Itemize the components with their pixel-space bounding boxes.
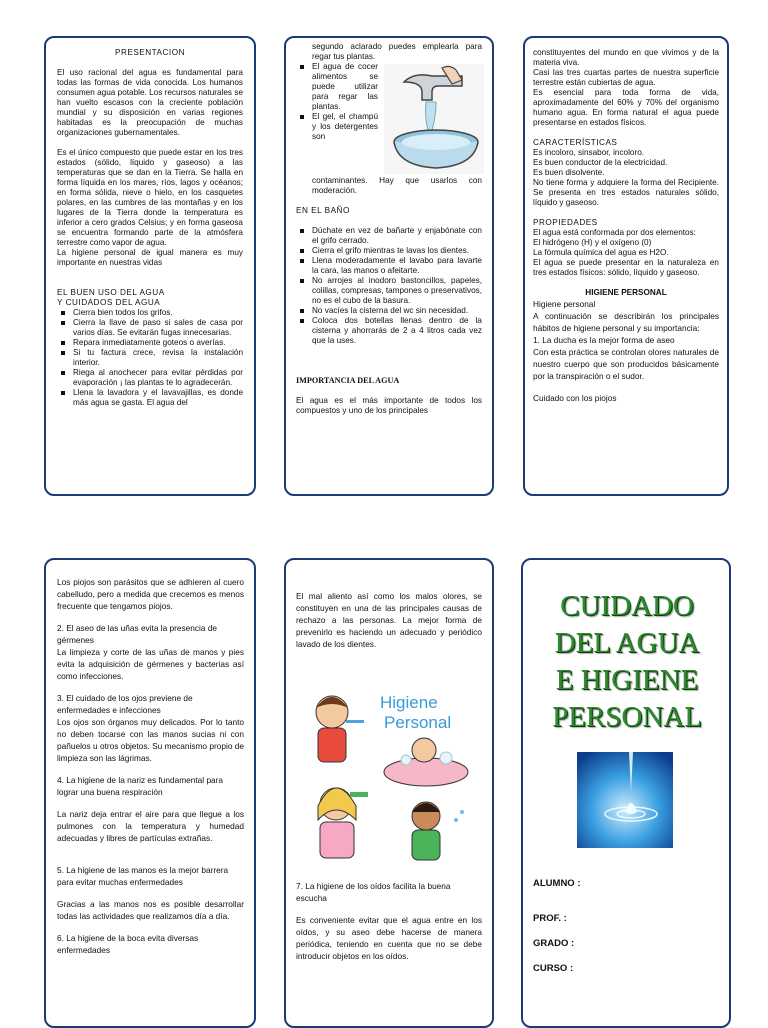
paragraph: El agua se puede presentar en la naturaleza en tres estados físicos: sólido, líquido y gaseoso.	[533, 258, 719, 277]
paragraph: Los piojos son parásitos que se adhieren al cuero cabelludo, pero a medida que crecemos es menos frecuente que tengamos piojos.	[57, 577, 244, 611]
list-buen-uso	[57, 308, 243, 408]
panel-bano	[284, 36, 494, 496]
heading-presentacion: PRESENTACION	[115, 48, 185, 57]
hygiene-kids-illustration	[296, 680, 486, 870]
field-alumno: ALUMNO :	[533, 878, 581, 889]
list-item: Riega al anochecer para evitar pérdidas por evaporación ¡ las plantas te lo agradecerán.	[73, 368, 243, 387]
panel-aliento	[284, 558, 494, 1028]
paragraph: Cuidado con los piojos	[533, 393, 617, 403]
paragraph: La higiene personal de igual manera es muy importante en nuestras vidas	[57, 248, 243, 267]
paragraph: La nariz deja entrar el aire para que llegue a los pulmones con la temperatura y humedad adecuadas y libres de partículas extrañas.	[57, 809, 244, 843]
cover-title-line: CUIDADO	[560, 590, 694, 622]
cover-title-line: PERSONAL	[552, 701, 702, 733]
paragraph: El agua es el más importante de todos los compuestos y uno de los principales	[296, 396, 482, 415]
water-drop-image	[577, 752, 673, 848]
paragraph: Es conveniente evitar que el agua entre en los oídos, y su aseo debe hacerse de manera periódica, teniendo en cuenta que no se debe introducir objetos en los oídos.	[296, 915, 482, 961]
list-item: Coloca dos botellas llenas dentro de la cisterna y ahorrarás de 2 a 4 litros cada vez que la uses.	[312, 316, 482, 345]
field-prof: PROF. :	[533, 913, 567, 924]
paragraph: contaminantes. Hay que usarlos con moderación.	[312, 176, 482, 195]
list-item: No vacíes la cisterna del wc sin necesidad.	[312, 306, 482, 316]
heading-propiedades: PROPIEDADES	[533, 218, 598, 227]
heading-caracteristicas: CARACTERÍSTICAS	[533, 138, 618, 147]
cover-title-line: E HIGIENE	[555, 664, 699, 696]
list-item: Cierra bien todos los grifos.	[73, 308, 243, 318]
heading-higiene-personal: HIGIENE PERSONAL	[585, 288, 667, 297]
paragraph: Casi las tres cuartas partes de nuestra superficie terrestre están cubiertas de agua.	[533, 68, 719, 87]
list-reuse	[296, 62, 482, 142]
field-curso: CURSO :	[533, 963, 574, 974]
panel-habitos	[44, 558, 256, 1028]
paragraph: Es buen conductor de la electricidad.	[533, 158, 668, 167]
field-grado: GRADO :	[533, 938, 575, 949]
paragraph: A continuación se describirán los principales hábitos de higiene personal y su importancia:	[533, 311, 719, 333]
heading-en-el-bano: EN EL BAÑO	[296, 206, 350, 215]
list-bano	[296, 226, 482, 346]
subheading: 3. El cuidado de los ojos previene de enfermedades e infecciones	[57, 693, 193, 715]
paragraph: Es esencial para toda forma de vida, aproximadamente del 60% y 70% del organismo humano agua. En forma natural el agua puede presentarse en estados físicos.	[533, 88, 719, 127]
paragraph: No tiene forma y adquiere la forma del Recipiente. Se presenta en tres estados naturales sólido, líquido y gaseoso.	[533, 178, 719, 207]
heading-cuidados: Y CUIDADOS DEL AGUA	[57, 298, 161, 307]
paragraph: El uso racional del agua es fundamental para todas las formas de vida conocida. Los humanos consumen agua potable. Los recursos naturales se han vuelto escasos con la creciente población mundial y su disposición en varias regiones habitadas es la preocupación de muchas organizaciones gubernamentales.	[57, 68, 243, 137]
heading-buen-uso: EL BUEN USO DEL AGUA	[57, 288, 165, 297]
list-item: Si tu factura crece, revisa la instalación interior.	[73, 348, 243, 367]
subheading: 5. La higiene de las manos es la mejor barrera para evitar muchas enfermedades	[57, 865, 229, 887]
list-item: Cierra el grifo mientras te lavas los dientes.	[312, 246, 482, 256]
subheading: 4. La higiene de la nariz es fundamental para lograr una buena respiración	[57, 775, 224, 797]
panel-portada	[521, 558, 731, 1028]
paragraph: Gracias a las manos nos es posible desarrollar todas las actividades que realizamos día a día.	[57, 899, 244, 921]
subheading: 6. La higiene de la boca evita diversas enfermedades	[57, 933, 199, 955]
paragraph: Los ojos son órganos muy delicados. Por lo tanto no deben tocarse con las manos sucias ni con pañuelos u otros objetos. Su mecanismo propio de limpieza son las lágrimas.	[57, 717, 244, 763]
paragraph: segundo aclarado puedes emplearla para regar tus plantas.	[312, 42, 482, 61]
paragraph: 1. La ducha es la mejor forma de aseo	[533, 335, 675, 345]
paragraph: Higiene personal	[533, 299, 596, 309]
heading-importancia: IMPORTANCIA DEL AGUA	[296, 376, 400, 385]
list-item: El gel, el champú y los detergentes son	[312, 112, 482, 142]
panel-caracteristicas	[523, 36, 729, 496]
paragraph: El hidrógeno (H) y el oxígeno (0)	[533, 238, 652, 247]
paragraph: Es incoloro, sinsabor, incoloro.	[533, 148, 645, 157]
paragraph: constituyentes del mundo en que vivimos y de la materia viva.	[533, 48, 719, 67]
paragraph: La limpieza y corte de las uñas de manos y pies evita la adquisición de gérmenes y bacterias así como infecciones.	[57, 647, 244, 681]
subheading: 7. La higiene de los oídos facilita la buena escucha	[296, 881, 451, 903]
list-item: Llena moderadamente el lavabo para lavarte la cara, las manos o afeitarte.	[312, 256, 482, 275]
paragraph: El agua está conformada por dos elementos:	[533, 228, 696, 237]
cover-title-line: DEL AGUA	[554, 627, 700, 659]
illustration-subtitle: Personal	[384, 713, 452, 732]
list-item: No arrojes al inodoro bastoncillos, papeles, colillas, compresas, tampones o preservativos, no es el cubo de la basura.	[312, 276, 482, 305]
panel-presentacion	[44, 36, 256, 496]
paragraph: Con esta práctica se controlan olores naturales de nuestro cuerpo que son producidos básicamente por la transpiración o el sudor.	[533, 347, 719, 381]
list-item: Llena la lavadora y el lavavajillas, es donde más agua se gasta. El agua del	[73, 388, 243, 407]
list-item: El agua de cocer alimentos se puede utilizar para regar las plantas.	[312, 62, 482, 112]
list-item: Cierra la llave de paso si sales de casa por varios días. Se evitarán fugas innecesarias.	[73, 318, 243, 337]
paragraph: El mal aliento así como los malos olores, se constituyen en una de las principales causas de rechazo a las personas. La mejor forma de prevenirlo es haciendo un adecuado y periódico lavado de los dientes.	[296, 591, 482, 649]
illustration-title: Higiene	[380, 693, 438, 712]
subheading: 2. El aseo de las uñas evita la presencia de gérmenes	[57, 623, 218, 645]
paragraph: La fórmula química del agua es H2O.	[533, 248, 669, 257]
paragraph: Es el único compuesto que puede estar en los tres estados (sólido, líquido y gaseoso) a las temperaturas que se dan en la Tierra. Se halla en forma líquida en los mares, ríos, lagos y océanos; en forma sólida, nieve o hielo, en los casquetes polares, en las cumbres de las montañas y en los lugares de la Tierra donde la temperatura es inferior a cero grados Celsius; y en forma gaseosa se encuentra formando parte de la atmósfera terrestre como vapor de agua.	[57, 148, 243, 247]
list-item: Dúchate en vez de bañarte y enjabónate con el grifo cerrado.	[312, 226, 482, 245]
paragraph: Es buen disolvente.	[533, 168, 605, 177]
list-item: Repara inmediatamente goteos o averías.	[73, 338, 243, 348]
